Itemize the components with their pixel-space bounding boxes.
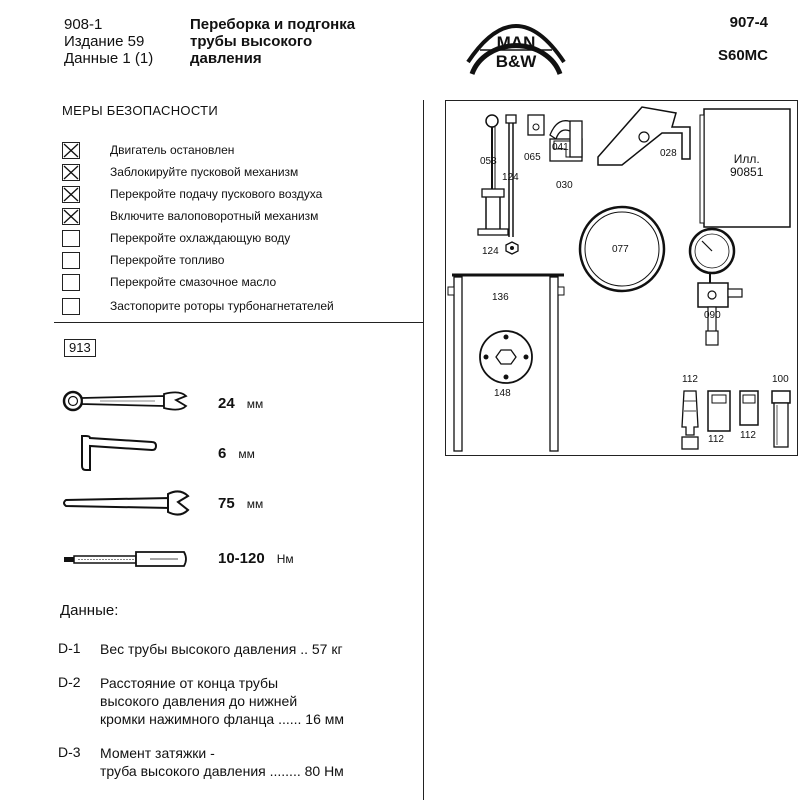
safety-title: МЕРЫ БЕЗОПАСНОСТИ [62,103,218,118]
illustration-label: Илл. 90851 [730,152,764,179]
tool-row-3 [218,495,263,513]
tool-row-1 [218,395,263,413]
safety-item-label: Перекройте топливо [110,253,225,267]
open-end-wrench-icon [60,488,190,518]
checkbox-unchecked [62,274,80,291]
safety-item-label: Перекройте охлаждающую воду [110,231,291,245]
part-label-090: 090 [704,310,721,321]
data-text-3: Момент затяжки - труба высокого давления ........ 80 Нм [100,745,344,779]
document-info [64,16,153,67]
part-label-077: 077 [612,244,629,255]
part-label-112c: 112 [740,430,756,441]
safety-item [62,272,277,292]
check-x-icon [63,209,79,224]
combination-wrench-icon [60,388,190,416]
safety-item-label: Двигатель остановлен [110,143,235,157]
hex-key-icon [76,432,160,472]
logo-bottom-text: B&W [495,52,537,71]
checkbox-unchecked [62,298,80,315]
safety-item [62,206,319,226]
check-x-icon [63,187,79,202]
title-line-2: трубы высокого [190,33,313,50]
safety-item-label: Заблокируйте пусковой механизм [110,165,299,179]
data-title: Данные: [60,602,119,619]
safety-item-label: Застопорите роторы турбонагнетателей [110,299,334,313]
part-label-065: 065 [524,152,541,163]
vertical-divider [423,100,424,800]
part-label-028: 028 [660,148,677,159]
engine-type: S60MC [717,47,768,64]
data-text-2: Расстояние от конца трубы высокого давления до нижней кромки нажимного фланца ...... 16 мм [100,675,345,727]
tool-unit-4: Нм [276,552,294,566]
checkbox-checked [62,164,80,181]
checkbox-unchecked [62,230,80,247]
safety-item [62,228,291,248]
safety-item-label: Включите валоповоротный механизм [110,209,319,223]
checkbox-checked [62,186,80,203]
part-label-148: 148 [494,388,511,399]
part-label-112b: 112 [708,434,724,445]
part-label-041: 041 [552,142,569,153]
tool-unit-2: мм [238,447,255,461]
reference-box: 913 [64,339,96,357]
tool-panel-illustration [445,100,798,456]
safety-item [62,250,225,270]
man-bw-logo [464,18,568,78]
tool-size-1: 24 [218,395,235,412]
torque-wrench-icon [60,548,190,570]
checkbox-checked [62,142,80,159]
data-text-1: Вес трубы высокого давления .. 57 кг [100,641,343,657]
check-x-icon [63,143,79,158]
safety-item [62,162,299,182]
tool-row-4 [218,550,294,568]
page-title [190,16,355,67]
edition: Издание 59 [64,33,145,50]
safety-item-label: Перекройте смазочное масло [110,275,277,289]
part-label-100: 100 [772,374,789,385]
data-code-3: D-3 [58,744,81,760]
check-x-icon [63,165,79,180]
part-label-030: 030 [556,180,573,191]
tool-unit-1: мм [246,397,264,411]
safety-item [62,296,334,316]
data-code-1: D-1 [58,640,81,656]
title-line-3: давления [190,50,262,67]
ref-number: 907-4 [729,14,768,31]
doc-number: 908-1 [64,16,103,33]
data-code-2: D-2 [58,674,81,690]
tool-row-2 [218,445,255,463]
data-version: Данные 1 (1) [64,50,154,67]
tool-size-4: 10-120 [218,550,265,567]
part-label-124b: 124 [482,246,499,257]
safety-item-label: Перекройте подачу пускового воздуха [110,187,323,201]
header-right [718,14,768,80]
tool-size-2: 6 [218,445,227,462]
checkbox-checked [62,208,80,225]
tool-unit-3: мм [246,497,264,511]
part-label-112a: 112 [682,374,698,385]
safety-item [62,184,323,204]
safety-item [62,140,235,160]
logo-top-text: MAN [496,33,536,52]
checkbox-unchecked [62,252,80,269]
part-label-053: 053 [480,156,497,167]
title-line-1: Переборка и подгонка [190,16,356,33]
part-label-124a: 124 [502,172,519,183]
tool-size-3: 75 [218,495,235,512]
part-label-136: 136 [492,292,509,303]
safety-separator [54,322,424,323]
